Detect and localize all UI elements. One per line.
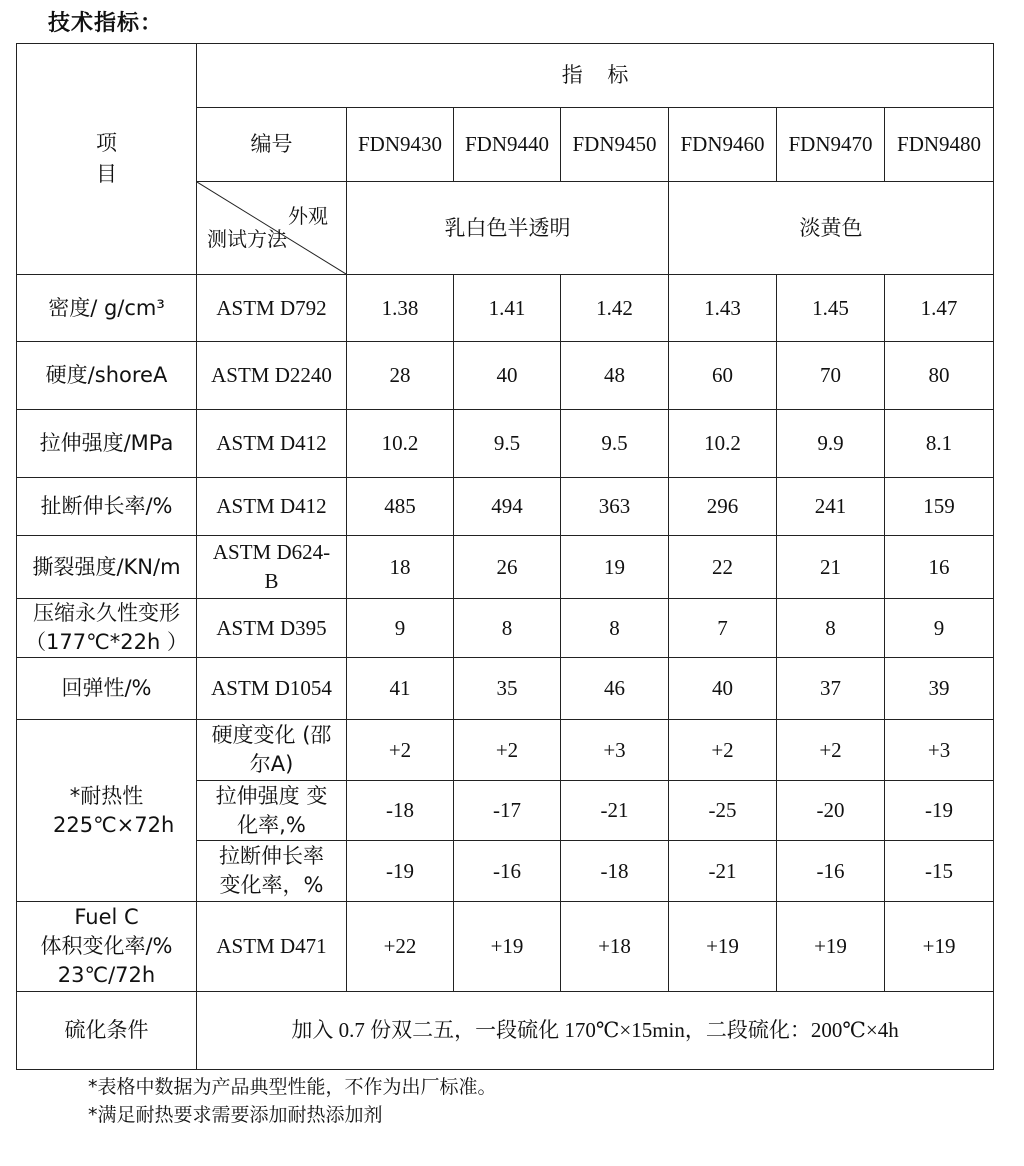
value-cell: 363: [561, 478, 669, 536]
value-cell: 8: [777, 599, 885, 658]
grade-code: FDN9440: [454, 108, 561, 182]
table-row: [17, 902, 994, 992]
value-cell: -18: [561, 841, 669, 902]
value-cell: 9.5: [454, 410, 561, 478]
value-cell: +19: [454, 902, 561, 992]
table-row: [17, 275, 994, 342]
heat-sub-label: 硬度变化 (邵尔A): [197, 720, 347, 781]
appearance-value: 乳白色半透明: [347, 182, 669, 275]
fuel-label-line: Fuel C: [74, 905, 139, 929]
property-label: 撕裂强度/KN/m: [17, 536, 197, 599]
value-cell: 40: [454, 342, 561, 410]
value-cell: 1.42: [561, 275, 669, 342]
value-cell: 21: [777, 536, 885, 599]
property-label: 拉伸强度/MPa: [17, 410, 197, 478]
value-cell: 241: [777, 478, 885, 536]
value-cell: 1.38: [347, 275, 454, 342]
test-method: ASTM D792: [197, 275, 347, 342]
grade-code: FDN9470: [777, 108, 885, 182]
grade-code: FDN9450: [561, 108, 669, 182]
value-cell: 9.5: [561, 410, 669, 478]
indicator-header: 指 标: [197, 44, 994, 108]
test-method: ASTM D471: [197, 902, 347, 992]
value-cell: 9: [347, 599, 454, 658]
property-label: 扯断伸长率/%: [17, 478, 197, 536]
value-cell: 159: [885, 478, 994, 536]
value-cell: 9: [885, 599, 994, 658]
footnote: *表格中数据为产品典型性能，不作为出厂标准。: [88, 1076, 497, 1098]
value-cell: +19: [669, 902, 777, 992]
test-method: ASTM D412: [197, 410, 347, 478]
code-label: 编号: [197, 108, 347, 182]
value-cell: +2: [669, 720, 777, 781]
property-label: 压缩永久性变形（177℃*22h ）: [17, 599, 197, 658]
value-cell: 37: [777, 658, 885, 720]
value-cell: 1.47: [885, 275, 994, 342]
heat-resistance-label: *耐热性 225℃×72h: [17, 720, 197, 902]
value-cell: +2: [777, 720, 885, 781]
value-cell: -17: [454, 781, 561, 841]
value-cell: 8: [561, 599, 669, 658]
table-row: [17, 478, 994, 536]
value-cell: 18: [347, 536, 454, 599]
value-cell: -21: [669, 841, 777, 902]
table-row: [17, 410, 994, 478]
value-cell: 41: [347, 658, 454, 720]
property-label: 回弹性/%: [17, 658, 197, 720]
value-cell: 8: [454, 599, 561, 658]
page-title: 技术指标：: [48, 11, 164, 36]
diagonal-header-cell: [197, 182, 347, 275]
value-cell: 296: [669, 478, 777, 536]
value-cell: 16: [885, 536, 994, 599]
property-label: 硬度/shoreA: [17, 342, 197, 410]
footnotes: [88, 1073, 497, 1129]
value-cell: 48: [561, 342, 669, 410]
value-cell: -21: [561, 781, 669, 841]
value-cell: 485: [347, 478, 454, 536]
value-cell: -15: [885, 841, 994, 902]
value-cell: -16: [777, 841, 885, 902]
value-cell: 494: [454, 478, 561, 536]
value-cell: +3: [561, 720, 669, 781]
footnote: *满足耐热要求需要添加耐热添加剂: [88, 1104, 383, 1126]
value-cell: +19: [777, 902, 885, 992]
value-cell: +22: [347, 902, 454, 992]
table-row: [17, 720, 994, 781]
test-method: ASTM D2240: [197, 342, 347, 410]
value-cell: 1.41: [454, 275, 561, 342]
test-method: ASTM D395: [197, 599, 347, 658]
value-cell: 22: [669, 536, 777, 599]
heat-sub-label: 拉伸强度 变化率,%: [197, 781, 347, 841]
value-cell: 46: [561, 658, 669, 720]
value-cell: +2: [454, 720, 561, 781]
table-row: [17, 342, 994, 410]
value-cell: 40: [669, 658, 777, 720]
value-cell: 7: [669, 599, 777, 658]
method-label: 测试方法: [207, 227, 287, 251]
value-cell: 26: [454, 536, 561, 599]
value-cell: 70: [777, 342, 885, 410]
value-cell: 10.2: [347, 410, 454, 478]
table-row: [17, 658, 994, 720]
value-cell: 1.45: [777, 275, 885, 342]
fuel-label-line: 23℃/72h: [57, 963, 156, 987]
value-cell: 10.2: [669, 410, 777, 478]
fuel-label-line: 体积变化率/%: [40, 934, 173, 958]
value-cell: -19: [347, 841, 454, 902]
value-cell: +18: [561, 902, 669, 992]
value-cell: 35: [454, 658, 561, 720]
cure-label: 硫化条件: [17, 992, 197, 1070]
value-cell: 80: [885, 342, 994, 410]
value-cell: -20: [777, 781, 885, 841]
spec-table: [16, 43, 994, 1070]
test-method: ASTM D624-B: [197, 536, 347, 599]
table-row: [17, 992, 994, 1070]
grade-code: FDN9430: [347, 108, 454, 182]
value-cell: 8.1: [885, 410, 994, 478]
value-cell: +3: [885, 720, 994, 781]
cure-conditions: 加入 0.7 份双二五，一段硫化 170℃×15min，二段硫化：200℃×4h: [197, 992, 994, 1070]
value-cell: +2: [347, 720, 454, 781]
appearance-label: 外观: [288, 204, 328, 228]
value-cell: 60: [669, 342, 777, 410]
test-method: ASTM D412: [197, 478, 347, 536]
grade-code: FDN9480: [885, 108, 994, 182]
fuel-label: [17, 902, 197, 992]
value-cell: 9.9: [777, 410, 885, 478]
value-cell: 28: [347, 342, 454, 410]
value-cell: 39: [885, 658, 994, 720]
value-cell: -16: [454, 841, 561, 902]
test-method: ASTM D1054: [197, 658, 347, 720]
grade-code: FDN9460: [669, 108, 777, 182]
item-header: 项目: [17, 44, 197, 275]
value-cell: -19: [885, 781, 994, 841]
value-cell: -18: [347, 781, 454, 841]
appearance-value: 淡黄色: [669, 182, 994, 275]
heat-sub-label: 拉断伸长率 变化率，%: [197, 841, 347, 902]
table-row: [17, 536, 994, 599]
table-row: [17, 599, 994, 658]
value-cell: 1.43: [669, 275, 777, 342]
value-cell: -25: [669, 781, 777, 841]
value-cell: 19: [561, 536, 669, 599]
value-cell: +19: [885, 902, 994, 992]
property-label: 密度/ g/cm³: [17, 275, 197, 342]
